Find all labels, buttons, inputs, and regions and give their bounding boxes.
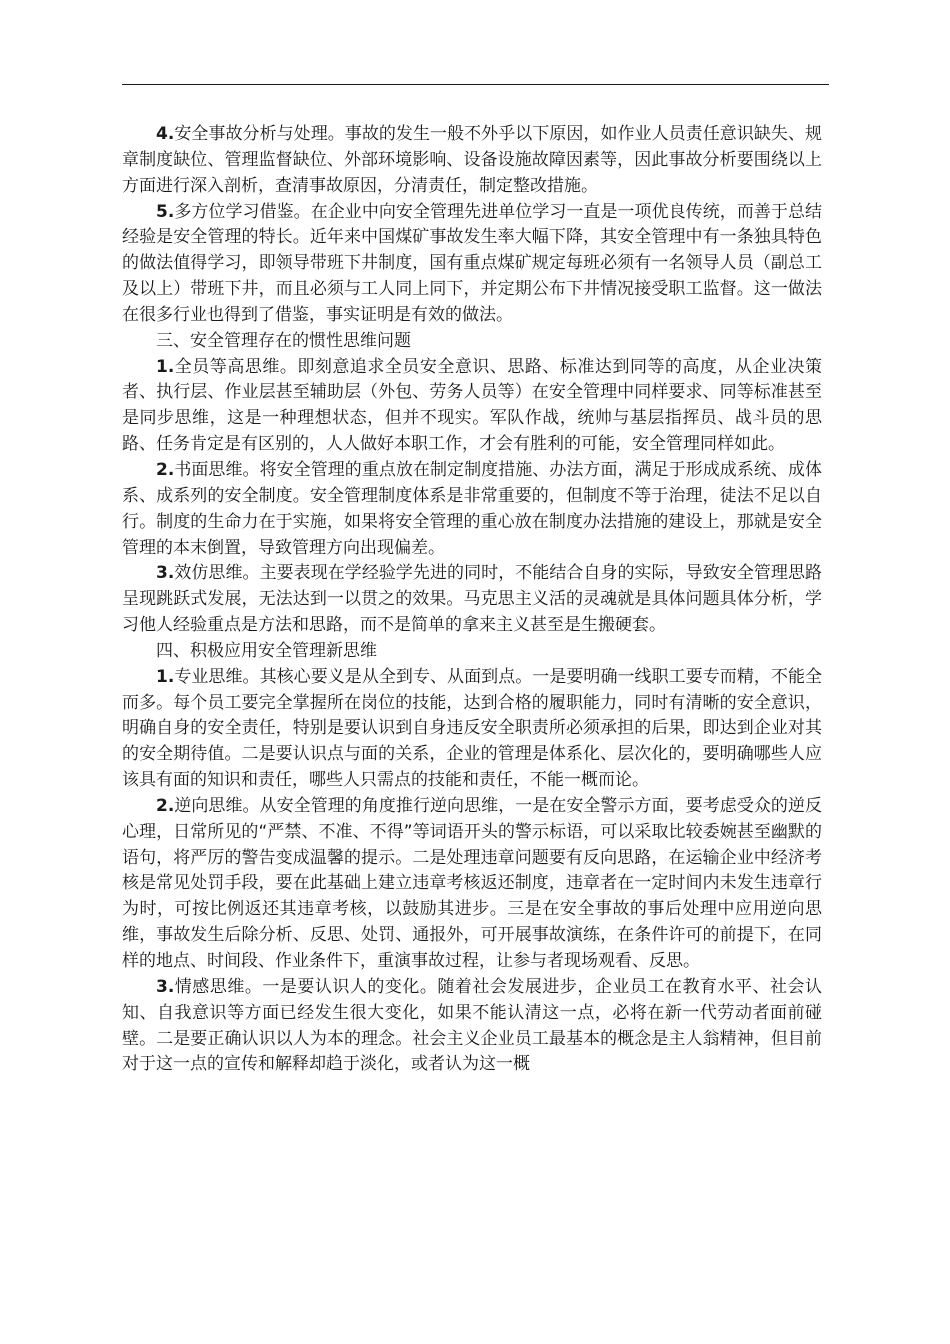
paragraph-text: 书面思维。将安全管理的重点放在制定制度措施、办法方面，满足于形成成系统、成体系、成系列的安全制度。安全管理制度体系是非常重要的，但制度不等于治理，徒法不足以自行。制度的生命力在于实施，如果将安全管理的重心放在制度办法措施的建设上，那就是安全管理的本末倒置，导致管理方向出现偏差。 <box>122 459 822 558</box>
paragraph <box>122 794 822 975</box>
item-number: 1. <box>156 356 175 377</box>
paragraph-text: 多方位学习借鉴。在企业中向安全管理先进单位学习一直是一项优良传统，而善于总结经验是安全管理的特长。近年来中国煤矿事故发生率大幅下降，其安全管理中有一条独具特色的做法值得学习，即领导带班下井制度，国有重点煤矿规定每班必须有一名领导人员（副总工及以上）带班下井，而且必须与工人同上同下，并定期公布下井情况接受职工监督。这一做法在很多行业也得到了借鉴，事实证明是有效的做法。 <box>122 201 822 325</box>
item-number: 2. <box>156 795 175 816</box>
paragraph-text: 安全事故分析与处理。事故的发生一般不外乎以下原因，如作业人员责任意识缺失、规章制度缺位、管理监督缺位、外部环境影响、设备设施故障因素等，因此事故分析要围绕以上方面进行深入剖析，查清事故原因，分清责任，制定整改措施。 <box>122 124 822 196</box>
section-heading-text: 三、安全管理存在的惯性思维问题 <box>156 330 411 351</box>
paragraph-text: 逆向思维。从安全管理的角度推行逆向思维，一是在安全警示方面，要考虑受众的逆反心理，日常所见的“严禁、不准、不得”等词语开头的警示标语，可以采取比较委婉甚至幽默的语句，将严厉的警告变成温馨的提示。二是处理违章问题要有反向思路，在运输企业中经济考核是常见处罚手段，要在此基础上建立违章考核返还制度，违章者在一定时间内未发生违章行为时，可按比例返还其违章考核，以鼓励其进步。三是在安全事故的事后处理中应用逆向思维，事故发生后除分析、反思、处罚、通报外，可开展事故演练，在条件许可的前提下，在同样的地点、时间段、作业条件下，重演事故过程，让参与者现场观看、反思。 <box>122 795 822 971</box>
paragraph <box>122 665 822 794</box>
paragraph-text: 效仿思维。主要表现在学经验学先进的同时，不能结合自身的实际，导致安全管理思路呈现跳跃式发展，无法达到一以贯之的效果。马克思主义活的灵魂就是具体问题具体分析，学习他人经验重点是方法和思路，而不是简单的拿来主义甚至是生搬硬套。 <box>122 563 822 636</box>
section-heading <box>122 329 822 355</box>
paragraph-text: 全员等高思维。即刻意追求全员安全意识、思路、标准达到同等的高度，从企业决策者、执行层、作业层甚至辅助层（外包、劳务人员等）在安全管理中同样要求、同等标准甚至是同步思维，这是一种理想状态，但并不现实。军队作战，统帅与基层指挥员、战斗员的思路、任务肯定是有区别的，人人做好本职工作，才会有胜利的可能，安全管理同样如此。 <box>122 356 822 455</box>
section-heading-text: 四、积极应用安全管理新思维 <box>156 640 377 661</box>
paragraph <box>122 975 822 1078</box>
item-number: 2. <box>156 459 175 480</box>
document-body <box>122 122 822 1078</box>
item-number: 5. <box>156 201 175 222</box>
paragraph-text: 情感思维。一是要认识人的变化。随着社会发展进步，企业员工在教育水平、社会认知、自我意识等方面已经发生很大变化，如果不能认清这一点，必将在新一代劳动者面前碰壁。二是要正确认识以人为本的理念。社会主义企业员工最基本的概念是主人翁精神，但目前对于这一点的宣传和解释却趋于淡化，或者认为这一概 <box>122 976 822 1075</box>
section-heading <box>122 639 822 665</box>
header-rule <box>122 84 829 85</box>
item-number: 4. <box>156 124 175 144</box>
item-number: 3. <box>156 563 175 584</box>
paragraph-text: 专业思维。其核心要义是从全到专、从面到点。一是要明确一线职工要专而精，不能全而多。每个员工要完全掌握所在岗位的技能，达到合格的履职能力，同时有清晰的安全意识，明确自身的安全责任，特别是要认识到自身违反安全职责所必须承担的后果，即达到企业对其的安全期待值。二是要认识点与面的关系，企业的管理是体系化、层次化的，要明确哪些人应该具有面的知识和责任，哪些人只需点的技能和责任，不能一概而论。 <box>122 666 822 791</box>
paragraph <box>122 355 822 458</box>
paragraph <box>122 561 822 639</box>
item-number: 3. <box>156 976 175 997</box>
paragraph <box>122 122 822 200</box>
item-number: 1. <box>156 666 175 687</box>
paragraph <box>122 458 822 561</box>
paragraph <box>122 200 822 329</box>
